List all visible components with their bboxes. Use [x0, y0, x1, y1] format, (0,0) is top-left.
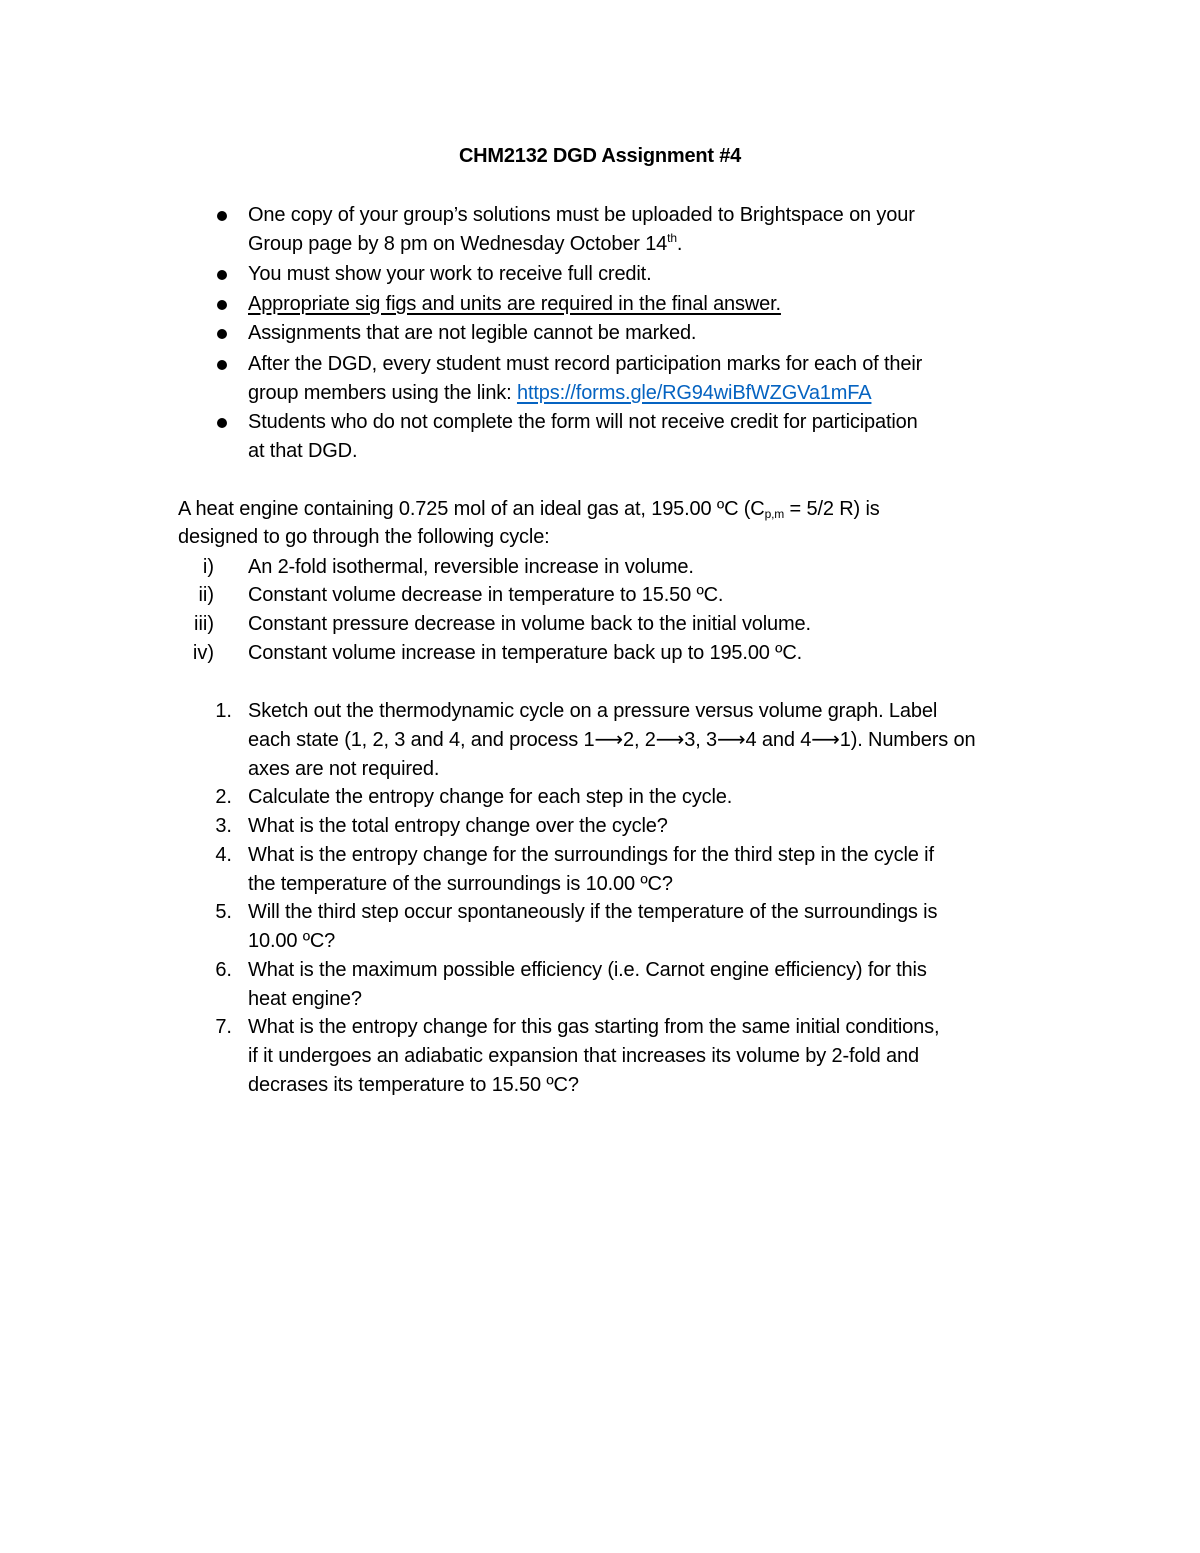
bullet-dot	[217, 300, 227, 310]
bullet-text-part: group members using the link:	[248, 382, 517, 404]
question-text: What is the entropy change for the surroundings for the third step in the cycle if	[248, 844, 934, 866]
question-marker: 5.	[215, 901, 232, 923]
step-marker: iii)	[194, 613, 214, 635]
question-text: decrases its temperature to 15.50 ºC?	[248, 1074, 579, 1096]
question-text: Sketch out the thermodynamic cycle on a pressure versus volume graph. Label	[248, 700, 938, 722]
subscript: p,m	[764, 507, 785, 521]
question-text: 10.00 ºC?	[248, 930, 336, 952]
step-marker: ii)	[198, 584, 214, 606]
intro-text-part: A heat engine containing 0.725 mol of an ideal gas at, 195.00	[178, 498, 717, 520]
bullet-dot	[217, 360, 227, 370]
question-text: What is the entropy change for this gas starting from the same initial conditions,	[248, 1016, 940, 1038]
step-text: Constant volume decrease in temperature to 15.50 ºC.	[248, 584, 724, 606]
bullet-text-underlined: Appropriate sig figs and units are required in the final answer.	[248, 293, 781, 315]
intro-text: designed to go through the following cycle:	[178, 526, 550, 548]
degree-symbol: º	[716, 498, 725, 520]
question-text: heat engine?	[248, 988, 362, 1010]
question-text: the temperature of the surroundings is 10.00 ºC?	[248, 873, 673, 895]
bullet-dot	[217, 270, 227, 280]
step-text: Constant volume increase in temperature back up to 195.00 ºC.	[248, 642, 803, 664]
intro-text-part: C (C	[724, 498, 765, 520]
bullet-text: Students who do not complete the form will not receive credit for participation	[248, 411, 918, 433]
bullet-text	[248, 230, 682, 259]
question-text: each state (1, 2, 3 and 4, and process 1⟶2, 2⟶3, 3⟶4 and 4⟶1). Numbers on	[248, 729, 976, 751]
step-marker: i)	[202, 556, 214, 578]
question-marker: 2.	[215, 786, 232, 808]
bullet-text-part: Group page by 8 pm on Wednesday October 14	[248, 233, 668, 255]
bullet-text: at that DGD.	[248, 440, 358, 462]
question-text: What is the total entropy change over the cycle?	[248, 815, 668, 837]
question-marker: 7.	[215, 1016, 232, 1038]
question-text: Calculate the entropy change for each step in the cycle.	[248, 786, 733, 808]
bullet-dot	[217, 211, 227, 221]
question-marker: 3.	[215, 815, 232, 837]
bullet-text: You must show your work to receive full credit.	[248, 263, 652, 285]
participation-form-link[interactable]: https://forms.gle/RG94wiBfWZGVa1mFA	[516, 382, 872, 404]
document-title: CHM2132 DGD Assignment #4	[458, 145, 742, 167]
question-marker: 4.	[215, 844, 232, 866]
question-marker: 6.	[215, 959, 232, 981]
bullet-text-part: .	[676, 233, 683, 255]
step-text: An 2-fold isothermal, reversible increase in volume.	[248, 556, 694, 578]
bullet-text: One copy of your group’s solutions must be uploaded to Brightspace on your	[248, 204, 915, 226]
question-text: Will the third step occur spontaneously if the temperature of the surroundings is	[248, 901, 938, 923]
bullet-dot	[217, 418, 227, 428]
superscript: th	[667, 231, 677, 245]
bullet-text: After the DGD, every student must record participation marks for each of their	[248, 353, 923, 375]
question-text: if it undergoes an adiabatic expansion that increases its volume by 2-fold and	[248, 1045, 919, 1067]
bullet-dot	[217, 329, 227, 339]
step-text: Constant pressure decrease in volume back to the initial volume.	[248, 613, 811, 635]
question-text: axes are not required.	[248, 758, 440, 780]
bullet-text	[248, 379, 871, 408]
question-text: What is the maximum possible efficiency (i.e. Carnot engine efficiency) for this	[248, 959, 927, 981]
step-marker: iv)	[192, 642, 214, 664]
question-marker: 1.	[215, 700, 232, 722]
intro-text	[178, 495, 880, 524]
intro-text-part: = 5/2 R) is	[784, 498, 880, 520]
bullet-text: Assignments that are not legible cannot be marked.	[248, 322, 697, 344]
